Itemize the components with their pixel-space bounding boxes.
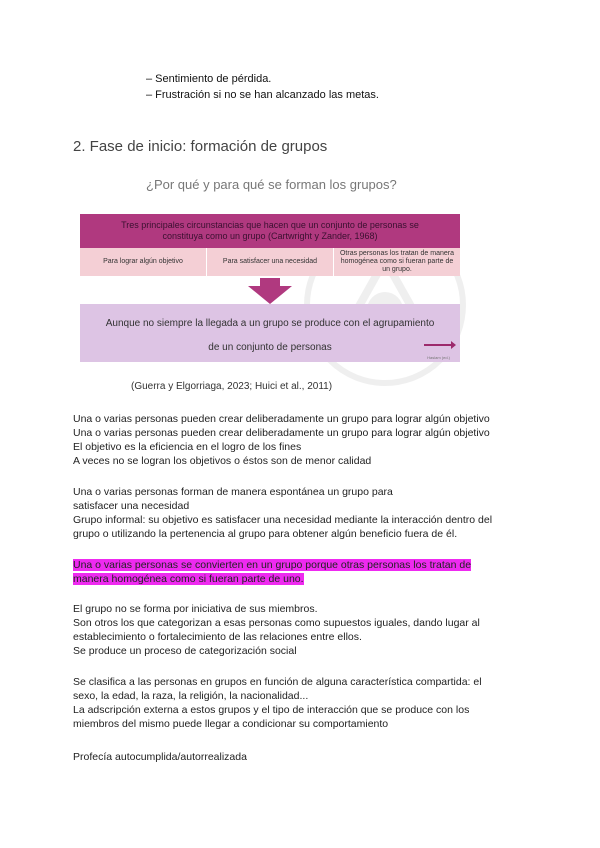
text-line: La adscripción externa a estos grupos y el tipo de interacción que se produce con los	[73, 704, 470, 716]
text-line: grupo o utilizando la pertenencia al grupo para obtener algún beneficio fuera de él.	[73, 528, 458, 540]
down-arrow-icon	[248, 278, 292, 304]
list-item: – Sentimiento de pérdida.	[146, 73, 272, 85]
highlighted-text: Una o varias personas se convierten en un grupo porque otras personas los tratan de	[73, 559, 472, 571]
figure-cell: Para satisfacer una necesidad	[207, 248, 334, 276]
figure-cell: Otras personas los tratan de manera homogénea como si fueran parte de un grupo.	[339, 250, 454, 273]
text-line: miembros del mismo puede llegar a condicionar su comportamiento	[73, 718, 389, 730]
text-line: El objetivo es la eficiencia en el logro de los fines	[73, 441, 302, 453]
paragraph	[73, 485, 492, 541]
text-line: Una o varias personas pueden crear deliberadamente un grupo para lograr algún objetivo	[73, 427, 490, 439]
figure-cell: Para lograr algún objetivo	[80, 248, 207, 276]
text-line: satisfacer una necesidad	[73, 500, 190, 512]
paragraph	[73, 412, 490, 468]
figure-conclusion	[80, 304, 460, 362]
paragraph-closing: Profecía autocumplida/autorrealizada	[73, 751, 247, 763]
paragraph	[73, 602, 480, 658]
text-line: Se produce un proceso de categorización social	[73, 645, 297, 657]
highlighted-text: manera homogénea como si fueran parte de uno.	[73, 573, 304, 585]
text-line: Grupo informal: su objetivo es satisfacer una necesidad mediante la interacción dentro del	[73, 514, 493, 526]
figure-conclusion-line: de un conjunto de personas	[208, 342, 332, 353]
text-line: Son otros los que categorizan a esas personas como supuestos iguales, dando lugar al	[73, 617, 480, 629]
figure-reasons-row	[80, 248, 460, 276]
figure-conclusion-line: Aunque no siempre la llegada a un grupo se produce con el agrupamiento	[105, 318, 435, 329]
figure-header-line: constituya como un grupo (Cartwright y Zander, 1968)	[162, 231, 378, 241]
figure-note: Haslam (ed.)	[427, 355, 450, 360]
text-line: Se clasifica a las personas en grupos en función de alguna característica compartida: el	[73, 676, 482, 688]
highlighted-paragraph	[73, 558, 471, 586]
diagram-figure	[80, 214, 460, 362]
text-line: sexo, la edad, la raza, la religión, la nacionalidad...	[73, 690, 309, 702]
figure-header	[80, 214, 460, 248]
paragraph	[73, 675, 482, 731]
list-item: – Frustración si no se han alcanzado las metas.	[146, 89, 379, 101]
subquestion: ¿Por qué y para qué se forman los grupos?	[146, 177, 397, 192]
text-line: El grupo no se forma por iniciativa de sus miembros.	[73, 603, 318, 615]
text-line: A veces no se logran los objetivos o éstos son de menor calidad	[73, 455, 372, 467]
figure-header-line: Tres principales circunstancias que hacen que un conjunto de personas se	[121, 220, 419, 230]
right-arrow-icon	[424, 344, 454, 346]
text-line: Una o varias personas pueden crear deliberadamente un grupo para lograr algún objetivo	[73, 413, 490, 425]
citation: (Guerra y Elgorriaga, 2023; Huici et al., 2011)	[131, 381, 333, 392]
text-line: Una o varias personas forman de manera espontánea un grupo para	[73, 486, 393, 498]
text-line: establecimiento o fortalecimiento de las relaciones entre ellos.	[73, 631, 362, 643]
section-title: 2. Fase de inicio: formación de grupos	[73, 138, 328, 155]
